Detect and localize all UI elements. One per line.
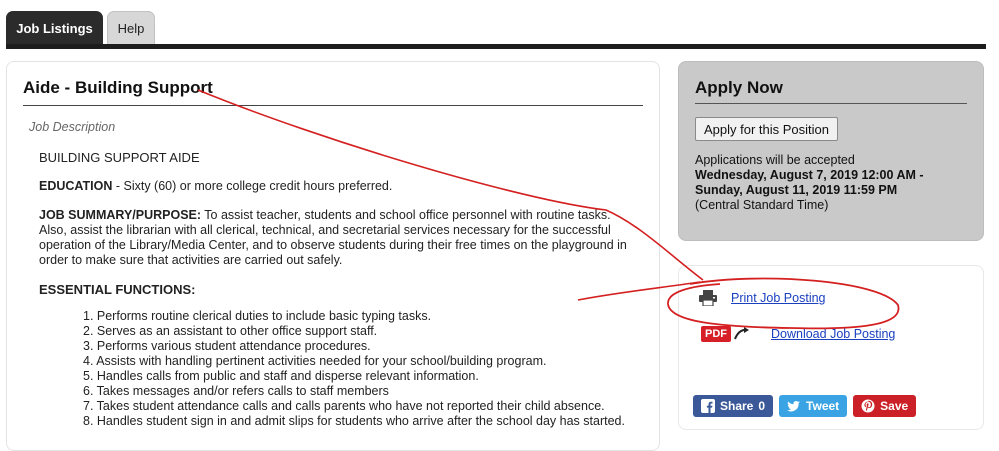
job-description — [39, 150, 629, 429]
list-item: 4. Assists with handling pertinent activities needed for your school/building program. — [83, 354, 547, 368]
date-range-start — [695, 168, 975, 183]
download-arrow-icon — [733, 327, 751, 341]
position-name: BUILDING SUPPORT AIDE — [39, 150, 200, 165]
apply-divider — [695, 103, 967, 104]
tab-bar — [6, 11, 155, 45]
essential-functions-list — [39, 309, 629, 429]
download-row — [701, 326, 895, 342]
pinterest-save-button[interactable] — [853, 395, 916, 417]
list-item: 3. Performs various student attendance procedures. — [83, 339, 371, 353]
list-item: 6. Takes messages and/or refers calls to staff members — [83, 384, 389, 398]
application-window — [695, 153, 975, 213]
share-buttons — [693, 395, 916, 417]
posting-actions-panel — [678, 265, 984, 430]
list-item: 5. Handles calls from public and staff and disperse relevant information. — [83, 369, 479, 383]
title-divider — [23, 105, 643, 106]
list-item: 2. Serves as an assistant to other office support staff. — [83, 324, 378, 338]
date-separator: - — [915, 168, 924, 182]
apply-now-panel — [678, 61, 984, 241]
apply-now-heading: Apply Now — [695, 78, 783, 97]
job-details-card — [6, 61, 660, 451]
pinterest-save-label: Save — [880, 399, 909, 413]
print-job-posting-link[interactable]: Print Job Posting — [731, 291, 826, 305]
education-paragraph — [39, 179, 629, 194]
accepted-text: Applications will be accepted — [695, 153, 855, 167]
twitter-bird-icon — [787, 399, 801, 413]
facebook-icon — [701, 399, 715, 413]
tab-bar-underline — [6, 44, 986, 49]
printer-icon — [699, 290, 717, 306]
tweet-label: Tweet — [806, 399, 840, 413]
start-date: Wednesday, August 7, 2019 12:00 AM — [695, 168, 916, 182]
essential-functions-heading: ESSENTIAL FUNCTIONS: — [39, 282, 196, 297]
summary-label: JOB SUMMARY/PURPOSE: — [39, 208, 202, 222]
job-title: Aide - Building Support — [23, 78, 213, 97]
list-item: 7. Takes student attendance calls and calls parents who have not reported their child absence. — [83, 399, 605, 413]
job-description-label: Job Description — [29, 120, 116, 134]
facebook-share-label: Share — [720, 399, 754, 413]
education-text: - Sixty (60) or more college credit hours preferred. — [112, 179, 393, 193]
education-label: EDUCATION — [39, 179, 113, 193]
print-row — [699, 290, 826, 306]
tab-help[interactable]: Help — [107, 11, 155, 45]
list-item: 8. Handles student sign in and admit slips for students who arrive after the school day has started. — [83, 414, 625, 428]
summary-paragraph — [39, 208, 629, 268]
facebook-share-button[interactable] — [693, 395, 773, 417]
pdf-icon: PDF — [701, 326, 731, 342]
timezone-text: (Central Standard Time) — [695, 198, 829, 212]
summary-text: To assist teacher, students and school office personnel with routine tasks. Also, assist the librarian with all clerical, technical, and secretarial services necessary for the successful operation of the Library/Media Center, and to observe students during their free times on the playground in order to make sure that activities are carried out safely. — [39, 208, 627, 267]
download-job-posting-link[interactable]: Download Job Posting — [771, 327, 896, 341]
apply-for-position-button[interactable]: Apply for this Position — [695, 117, 838, 141]
tweet-button[interactable] — [779, 395, 847, 417]
tab-job-listings[interactable]: Job Listings — [6, 11, 103, 45]
facebook-share-count: 0 — [758, 399, 766, 413]
list-item: 1. Performs routine clerical duties to include basic typing tasks. — [83, 309, 432, 323]
pinterest-icon — [861, 399, 875, 413]
end-date: Sunday, August 11, 2019 11:59 PM — [695, 183, 898, 197]
